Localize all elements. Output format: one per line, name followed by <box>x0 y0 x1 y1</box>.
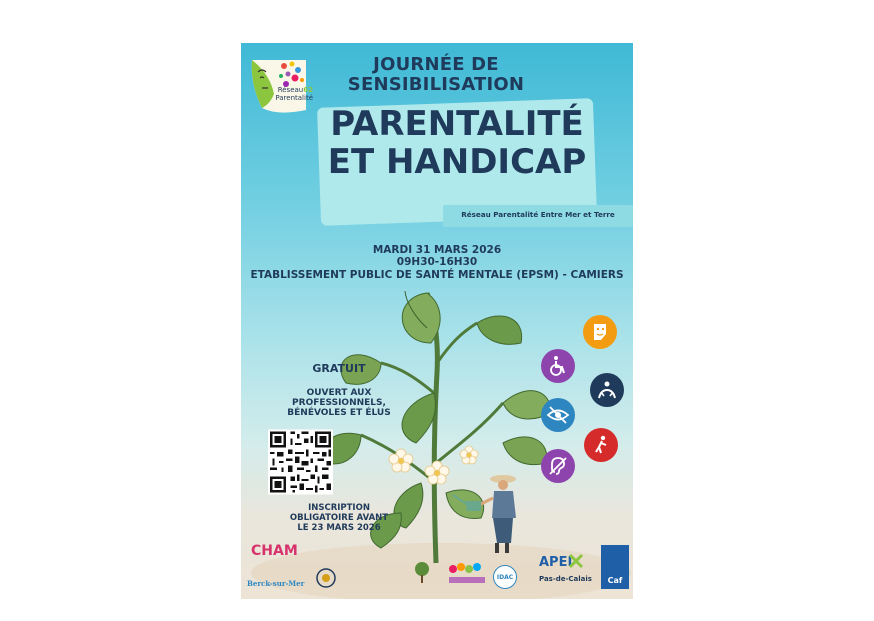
event-time: 09H30-16H30 <box>396 256 478 268</box>
event-place: ETABLISSEMENT PUBLIC DE SANTÉ MENTALE (EPSM) - CAMIERS <box>250 269 624 281</box>
event-date: MARDI 31 MARS 2026 <box>372 244 502 256</box>
logo-line2: Parentalité <box>275 94 313 102</box>
logo-line1: Réseau <box>277 86 304 94</box>
wheelchair-icon <box>541 349 575 383</box>
visual-impairment-icon <box>541 398 575 432</box>
event-title-line1: PARENTALITÉ <box>330 104 584 144</box>
free-label: GRATUIT <box>312 362 366 375</box>
pas-de-calais-logo: Pas-de-Calais <box>539 575 592 583</box>
mental-health-icon <box>583 315 617 349</box>
caf-label: Caf <box>607 576 623 585</box>
registration-qr-code[interactable] <box>268 429 333 495</box>
berck-logo: Berck-sur-Mer <box>247 579 305 588</box>
cham-logo: CHAM <box>251 543 298 559</box>
hearing-impairment-icon <box>541 449 575 483</box>
event-poster <box>241 43 633 599</box>
registration-line1: INSCRIPTION <box>308 503 370 513</box>
partner-seal-logo <box>315 567 337 589</box>
logo-number: 62 <box>303 86 313 94</box>
apei-symbol-icon <box>568 553 584 569</box>
apei-logo: APEI <box>539 555 573 570</box>
registration-line3: LE 23 MARS 2026 <box>297 523 381 533</box>
registration-line2: OBLIGATOIRE AVANT <box>289 513 389 523</box>
event-kicker: JOURNÉE DE SENSIBILISATION <box>347 54 525 95</box>
chronic-illness-icon <box>584 428 618 462</box>
audience-text <box>241 388 437 418</box>
partner-colorful-logo <box>447 561 487 589</box>
audience-line3: BÉNÉVOLES ET ÉLUS <box>287 408 391 418</box>
idac-label: IDAC <box>496 573 514 581</box>
registration-text <box>241 503 437 533</box>
audience-line1: OUVERT AUX <box>306 388 372 398</box>
network-name: Réseau Parentalité Entre Mer et Terre <box>461 210 615 219</box>
audience-line2: PROFESSIONNELS, <box>292 398 386 408</box>
partner-tree-logo <box>413 561 431 583</box>
braille-hands-icon <box>590 373 624 407</box>
idac-logo <box>493 565 517 589</box>
event-title-line2: ET HANDICAP <box>327 142 587 182</box>
caf-logo <box>601 545 629 589</box>
